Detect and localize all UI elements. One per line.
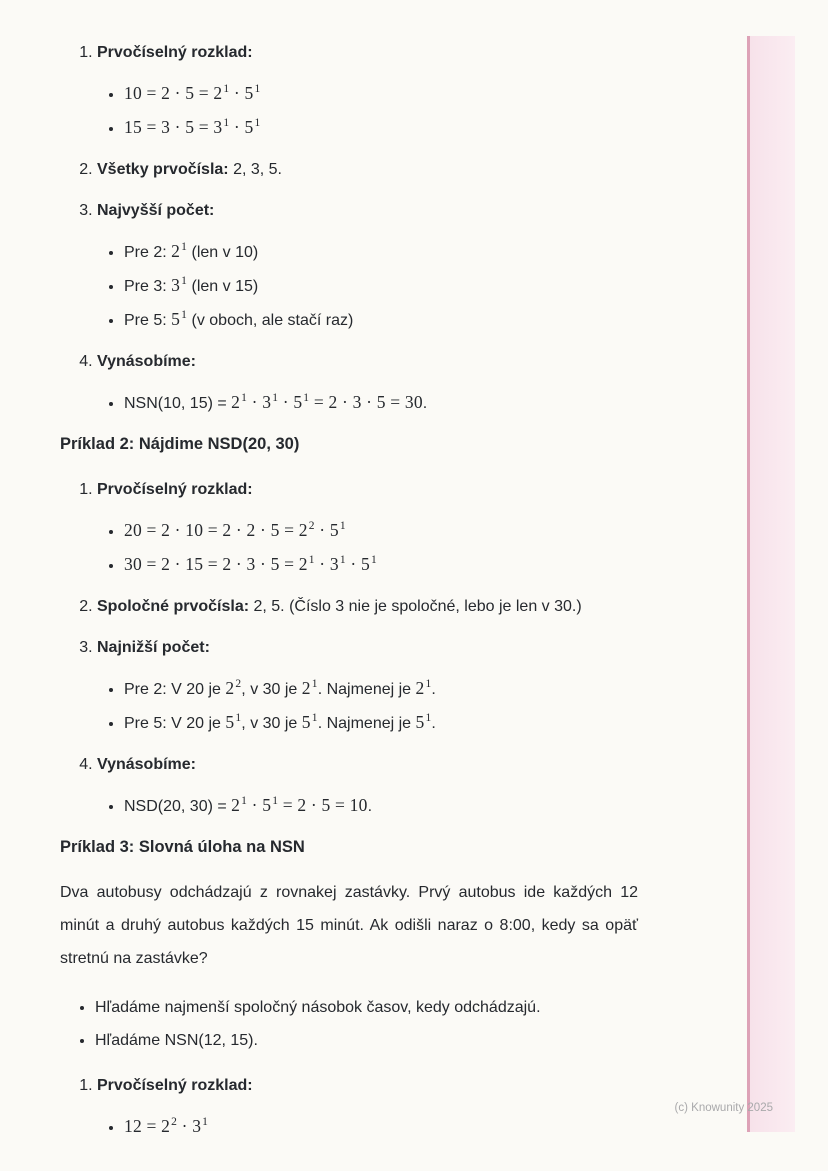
bullet-item	[95, 991, 638, 1024]
text-run: . Najmenej je	[317, 715, 416, 732]
item-heading: Vynásobíme:	[97, 353, 196, 370]
text-run: Pre 5: V 20 je	[124, 715, 226, 732]
copyright-watermark: (c) Knowunity 2025	[674, 1102, 773, 1114]
numbered-item	[97, 345, 638, 420]
math-expression: $2^1$	[171, 241, 188, 261]
numbered-item	[97, 1069, 638, 1144]
math-expression: $3^1$	[171, 275, 188, 295]
example-heading: Príklad 2: Nájdime NSD(20, 30)	[60, 435, 300, 453]
numbered-list	[60, 36, 638, 420]
sub-bullet-item	[124, 789, 638, 823]
text-run: NSD(20, 30) =	[124, 798, 232, 815]
sub-bullet-list	[97, 789, 638, 823]
math-expression: $10 = 2 \cdot 5 = 2^1 \cdot 5^1$	[124, 83, 261, 103]
text-run: , v 30 je	[241, 681, 302, 698]
page-edge-ribbon	[747, 36, 795, 1132]
numbered-item	[97, 194, 638, 337]
text-run: .	[422, 395, 428, 412]
numbered-list	[60, 1069, 638, 1144]
sub-bullet-item	[124, 303, 638, 337]
math-expression: $12 = 2^2 \cdot 3^1$	[124, 1116, 209, 1136]
numbered-item	[97, 631, 638, 740]
text-run: NSN(10, 15) =	[124, 395, 232, 412]
text-run: Pre 3:	[124, 278, 172, 295]
math-expression: $2^1 \cdot 5^1 = 2 \cdot 5 = 10$	[231, 795, 368, 815]
sub-bullet-list	[97, 235, 638, 337]
text-run: .	[431, 715, 436, 732]
document-content	[60, 36, 638, 1152]
sub-bullet-item	[124, 672, 638, 706]
math-expression: $20 = 2 \cdot 10 = 2 \cdot 2 \cdot 5 = 2^2 \cdot 5^1$	[124, 520, 346, 540]
numbered-item	[97, 36, 638, 145]
text-run: (len v 10)	[187, 244, 259, 261]
sub-bullet-item	[124, 514, 638, 548]
item-heading: Prvočíselný rozklad:	[97, 1077, 253, 1094]
sub-bullet-list	[97, 77, 638, 145]
math-expression: $5^1$	[415, 712, 432, 732]
math-expression: $2^1 \cdot 3^1 \cdot 5^1 = 2 \cdot 3 \cdot 5 = 30$	[231, 392, 423, 412]
text-run: Hľadáme NSN(12, 15).	[95, 1032, 258, 1049]
sub-bullet-item	[124, 235, 638, 269]
text-run: Pre 2: V 20 je	[124, 681, 226, 698]
bullet-list	[60, 991, 638, 1057]
math-expression: $2^2$	[225, 678, 242, 698]
numbered-item	[97, 473, 638, 582]
paragraph-line: stretnú na zastávke?	[60, 950, 208, 967]
text-run: (len v 15)	[187, 278, 259, 295]
item-heading: Prvočíselný rozklad:	[97, 44, 253, 61]
text-run: (v oboch, ale stačí raz)	[187, 312, 354, 329]
sub-bullet-item	[124, 706, 638, 740]
math-expression: $15 = 3 \cdot 5 = 3^1 \cdot 5^1$	[124, 117, 261, 137]
sub-bullet-list	[97, 672, 638, 740]
text-run: 2, 5. (Číslo 3 nie je spoločné, lebo je len v 30.)	[249, 598, 582, 615]
math-expression: $5^1$	[225, 712, 242, 732]
item-heading: Prvočíselný rozklad:	[97, 481, 253, 498]
sub-bullet-item	[124, 269, 638, 303]
text-run: .	[431, 681, 436, 698]
sub-bullet-list	[97, 1110, 638, 1144]
item-heading: Najnižší počet:	[97, 639, 210, 656]
text-run: Hľadáme najmenší spoločný násobok časov, kedy odchádzajú.	[95, 999, 541, 1016]
sub-bullet-item	[124, 548, 638, 582]
sub-bullet-item	[124, 1110, 638, 1144]
text-run: , v 30 je	[241, 715, 302, 732]
item-heading: Spoločné prvočísla:	[97, 598, 250, 615]
sub-bullet-item	[124, 386, 638, 420]
sub-bullet-list	[97, 386, 638, 420]
math-expression: $2^1$	[415, 678, 432, 698]
numbered-item	[97, 590, 638, 623]
item-heading: Vynásobíme:	[97, 756, 196, 773]
paragraph-line: Dva autobusy odchádzajú z rovnakej zastávky. Prvý autobus ide každých 12	[60, 884, 638, 901]
sub-bullet-list	[97, 514, 638, 582]
item-heading: Najvyšší počet:	[97, 202, 215, 219]
sub-bullet-item	[124, 111, 638, 145]
word-problem-paragraph	[60, 876, 638, 975]
bullet-item	[95, 1024, 638, 1057]
math-expression: $2^1$	[301, 678, 318, 698]
numbered-list	[60, 473, 638, 823]
sub-bullet-item	[124, 77, 638, 111]
text-run: Pre 2:	[124, 244, 172, 261]
item-heading: Všetky prvočísla:	[97, 161, 229, 178]
text-run: .	[367, 798, 373, 815]
math-expression: $5^1$	[301, 712, 318, 732]
math-expression: $5^1$	[171, 309, 188, 329]
paragraph-line: minút a druhý autobus každých 15 minút. Ak odišli naraz o 8:00, kedy sa opäť	[60, 917, 638, 934]
text-run: . Najmenej je	[317, 681, 416, 698]
text-run: Pre 5:	[124, 312, 172, 329]
numbered-item	[97, 748, 638, 823]
example-heading: Príklad 3: Slovná úloha na NSN	[60, 838, 305, 856]
numbered-item	[97, 153, 638, 186]
text-run: 2, 3, 5.	[228, 161, 282, 178]
math-expression: $30 = 2 \cdot 15 = 2 \cdot 3 \cdot 5 = 2^1 \cdot 3^1 \cdot 5^1$	[124, 554, 377, 574]
